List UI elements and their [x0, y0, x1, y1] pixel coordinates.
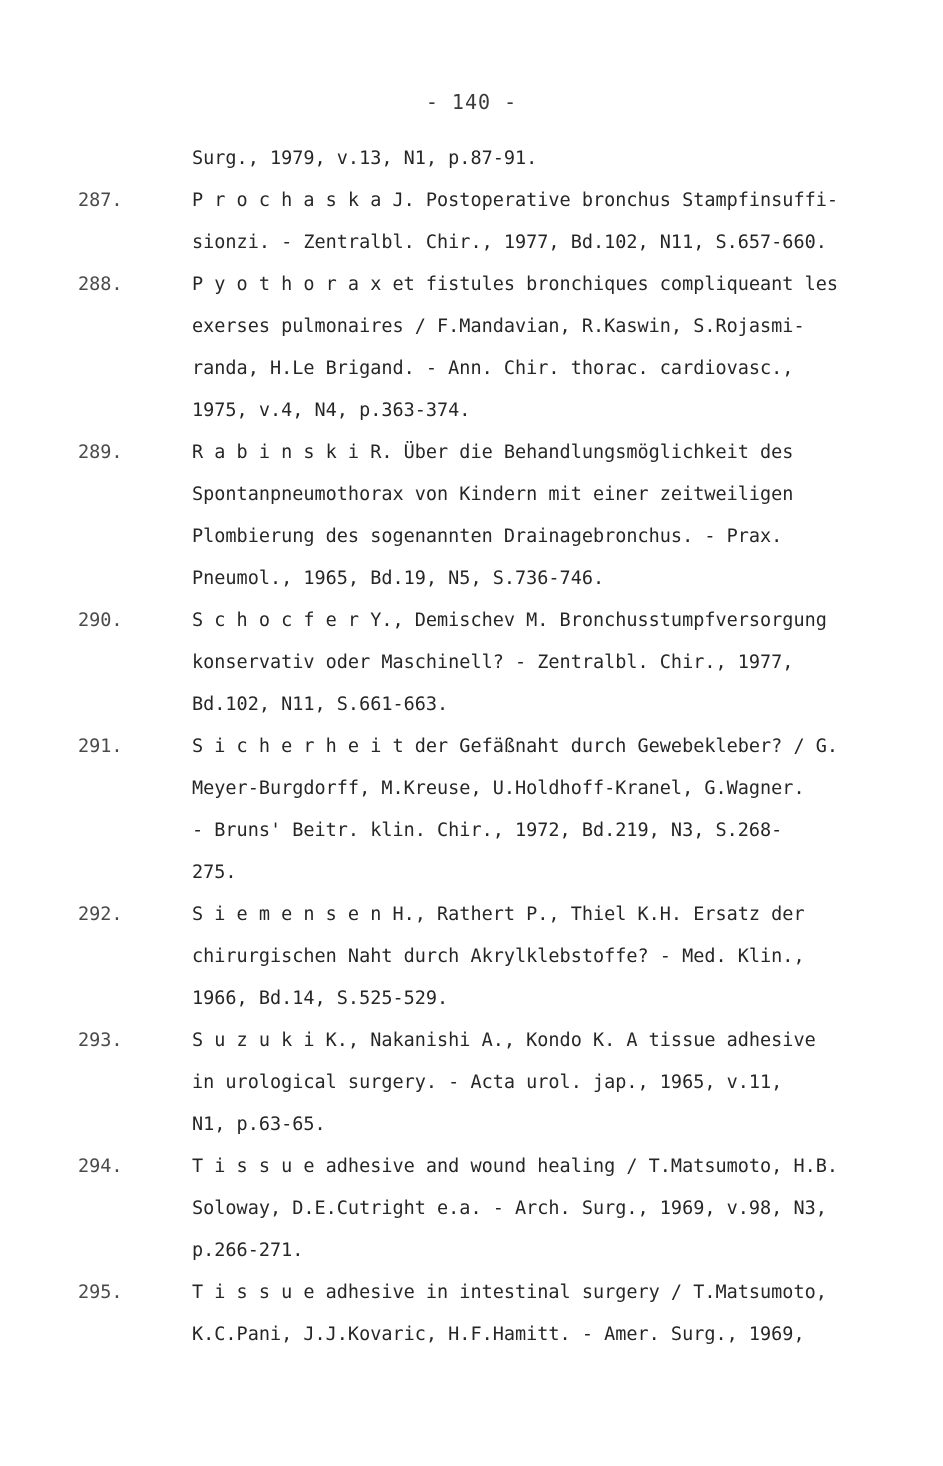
entry-line: 1975, v.4, N4, p.363-374.: [192, 400, 471, 421]
entry-line: S c h o c f e r Y., Demischev M. Bronchusstumpfversorgung: [192, 610, 827, 631]
entry-number: 287.: [78, 190, 123, 211]
page-number: - 140 -: [425, 90, 518, 114]
entry-line: Soloway, D.E.Cutright e.a. - Arch. Surg., 1969, v.98, N3,: [192, 1198, 827, 1219]
entry-line: konservativ oder Maschinell? - Zentralbl. Chir., 1977,: [192, 652, 794, 673]
bibliography-entry: [78, 180, 918, 264]
entry-line: P y o t h o r a x et fistules bronchiques compliqueant les: [192, 274, 839, 295]
entry-line: Spontanpneumothorax von Kindern mit einer zeitweiligen: [192, 484, 794, 505]
entry-line: R a b i n s k i R. Über die Behandlungsmöglichkeit des: [192, 442, 794, 463]
bibliography-entry: [78, 894, 918, 1020]
entry-line: p.266-271.: [192, 1240, 304, 1261]
entry-line: in urological surgery. - Acta urol. jap., 1965, v.11,: [192, 1072, 783, 1093]
entry-number: 292.: [78, 904, 123, 925]
entry-line: T i s s u e adhesive in intestinal surgery / T.Matsumoto,: [192, 1282, 827, 1303]
entry-line: S i c h e r h e i t der Gefäßnaht durch Gewebekleber? / G.: [192, 736, 839, 757]
entry-number: 295.: [78, 1282, 123, 1303]
entry-number: 288.: [78, 274, 123, 295]
entry-line: N1, p.63-65.: [192, 1114, 326, 1135]
entry-line: S u z u k i K., Nakanishi A., Kondo K. A tissue adhesive: [192, 1030, 816, 1051]
bibliography-entry: [78, 138, 918, 180]
bibliography-entry: [78, 726, 918, 894]
entry-line: sionzi. - Zentralbl. Chir., 1977, Bd.102, N11, S.657-660.: [192, 232, 827, 253]
entry-number: 293.: [78, 1030, 123, 1051]
entry-line: randa, H.Le Brigand. - Ann. Chir. thorac. cardiovasc.,: [192, 358, 794, 379]
entry-number: 291.: [78, 736, 123, 757]
bibliography-entry: [78, 264, 918, 432]
entry-line: exerses pulmonaires / F.Mandavian, R.Kaswin, S.Rojasmi-: [192, 316, 805, 337]
entry-number: 290.: [78, 610, 123, 631]
bibliography-list: [78, 138, 918, 1356]
entry-line: Bd.102, N11, S.661-663.: [192, 694, 449, 715]
entry-number: 289.: [78, 442, 123, 463]
bibliography-entry: [78, 432, 918, 600]
bibliography-entry: [78, 1020, 918, 1146]
entry-line: S i e m e n s e n H., Rathert P., Thiel K.H. Ersatz der: [192, 904, 805, 925]
entry-line: chirurgischen Naht durch Akrylklebstoffe? - Med. Klin.,: [192, 946, 805, 967]
entry-line: - Bruns' Beitr. klin. Chir., 1972, Bd.219, N3, S.268-: [192, 820, 783, 841]
entry-line: 1966, Bd.14, S.525-529.: [192, 988, 449, 1009]
entry-line: Plombierung des sogenannten Drainagebronchus. - Prax.: [192, 526, 783, 547]
bibliography-entry: [78, 600, 918, 726]
entry-line: Pneumol., 1965, Bd.19, N5, S.736-746.: [192, 568, 605, 589]
entry-line: Surg., 1979, v.13, N1, p.87-91.: [192, 148, 538, 169]
bibliography-entry: [78, 1146, 918, 1272]
entry-line: P r o c h a s k a J. Postoperative bronchus Stampfinsuffi-: [192, 190, 839, 211]
entry-number: 294.: [78, 1156, 123, 1177]
entry-line: K.C.Pani, J.J.Kovaric, H.F.Hamitt. - Amer. Surg., 1969,: [192, 1324, 805, 1345]
bibliography-entry: [78, 1272, 918, 1356]
entry-line: 275.: [192, 862, 237, 883]
entry-line: Meyer-Burgdorff, M.Kreuse, U.Holdhoff-Kranel, G.Wagner.: [192, 778, 805, 799]
entry-line: T i s s u e adhesive and wound healing / T.Matsumoto, H.B.: [192, 1156, 839, 1177]
